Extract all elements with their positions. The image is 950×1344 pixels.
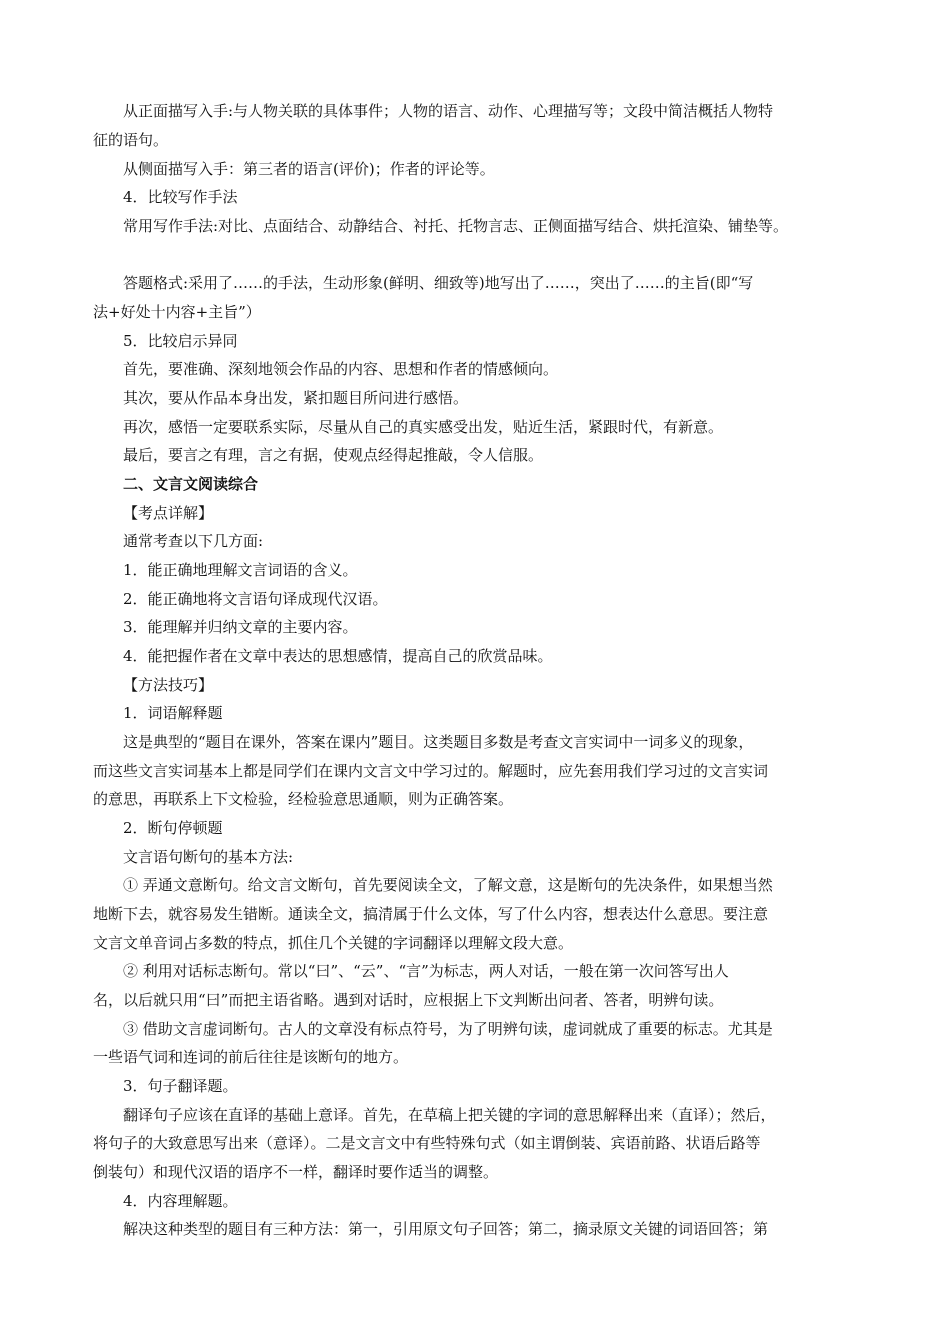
list-item: 4．能把握作者在文章中表达的思想感情，提高自己的欣赏品味。 [123, 647, 553, 665]
text-line: 翻译句子应该在直译的基础上意译。首先，在草稿上把关键的字词的意思解释出来（直译）；然后， [123, 1106, 776, 1124]
text-line: 通常考查以下几方面: [123, 532, 264, 550]
text-line: 常用写作手法:对比、点面结合、动静结合、衬托、托物言志、正侧面描写结合、烘托渲染、铺垫等。 [123, 217, 789, 235]
list-item: 2．能正确地将文言语句译成现代汉语。 [123, 590, 388, 608]
section-heading: 5．比较启示异同 [123, 332, 238, 350]
text-line: 这是典型的“题目在课外，答案在课内”题目。这类题目多数是考查文言实词中一词多义的现象， [123, 733, 754, 751]
section-heading: 4．内容理解题。 [123, 1192, 238, 1210]
text-line: 将句子的大致意思写出来（意译）。二是文言文中有些特殊句式（如主谓倒装、宾语前路、状语后路等 [93, 1134, 761, 1152]
text-line: 从正面描写入手:与人物关联的具体事件；人物的语言、动作、心理描写等；文段中简洁概括人物特 [123, 102, 774, 120]
text-line: 一些语气词和连词的前后往往是该断句的地方。 [93, 1048, 409, 1066]
section-heading: 1．词语解释题 [123, 704, 223, 722]
text-line: 最后，要言之有理，言之有据，使观点经得起推敲，令人信服。 [123, 446, 544, 464]
text-line: 文言语句断句的基本方法: [123, 848, 294, 866]
text-line: 文言文单音词占多数的特点，抓住几个关键的字词翻译以理解文段大意。 [93, 934, 574, 952]
text-line: 法+好处十内容+主旨”） [93, 303, 261, 321]
text-line: 征的语句。 [93, 131, 169, 149]
text-line: 名，以后就只用“曰”而把主语省略。遇到对话时，应根据上下文判断出问者、答者，明辨句读。 [93, 991, 724, 1009]
text-line: ① 弄通文意断句。给文言文断句，首先要阅读全文，了解文意，这是断句的先决条件，如果想当然 [123, 876, 773, 894]
text-line: ② 利用对话标志断句。常以“曰”、“云”、“言”为标志，两人对话，一般在第一次问答写出人 [123, 962, 729, 980]
section-heading: 4．比较写作手法 [123, 188, 238, 206]
subsection-label: 【考点详解】 [123, 504, 214, 522]
text-line: 地断下去，就容易发生错断。通读全文，搞清属于什么文体，写了什么内容，想表达什么意思。要注意 [93, 905, 769, 923]
chapter-heading: 二、文言文阅读综合 [123, 475, 259, 493]
text-line: ③ 借助文言虚词断句。古人的文章没有标点符号，为了明辨句读，虚词就成了重要的标志。尤其是 [123, 1020, 773, 1038]
list-item: 3．能理解并归纳文章的主要内容。 [123, 618, 358, 636]
text-line: 答题格式:采用了……的手法，生动形象(鲜明、细致等)地写出了……，突出了……的主旨(即“写 [123, 274, 754, 292]
text-line: 解决这种类型的题目有三种方法：第一，引用原文句子回答；第二，摘录原文关键的词语回答；第 [123, 1220, 769, 1238]
text-line: 其次，要从作品本身出发，紧扣题目所问进行感悟。 [123, 389, 469, 407]
section-heading: 2．断句停顿题 [123, 819, 223, 837]
section-heading: 3．句子翻译题。 [123, 1077, 238, 1095]
text-line: 倒装句）和现代汉语的语序不一样，翻译时要作适当的调整。 [93, 1163, 499, 1181]
text-line: 从侧面描写入手：第三者的语言(评价)；作者的评论等。 [123, 160, 495, 178]
text-line: 而这些文言实词基本上都是同学们在课内文言文中学习过的。解题时，应先套用我们学习过的文言实词 [93, 762, 769, 780]
text-line: 的意思，再联系上下文检验，经检验意思通顺，则为正确答案。 [93, 790, 514, 808]
text-line: 再次，感悟一定要联系实际，尽量从自己的真实感受出发，贴近生活，紧跟时代，有新意。 [123, 418, 724, 436]
subsection-label: 【方法技巧】 [123, 676, 214, 694]
text-line: 首先，要准确、深刻地领会作品的内容、思想和作者的情感倾向。 [123, 360, 559, 378]
list-item: 1．能正确地理解文言词语的含义。 [123, 561, 358, 579]
